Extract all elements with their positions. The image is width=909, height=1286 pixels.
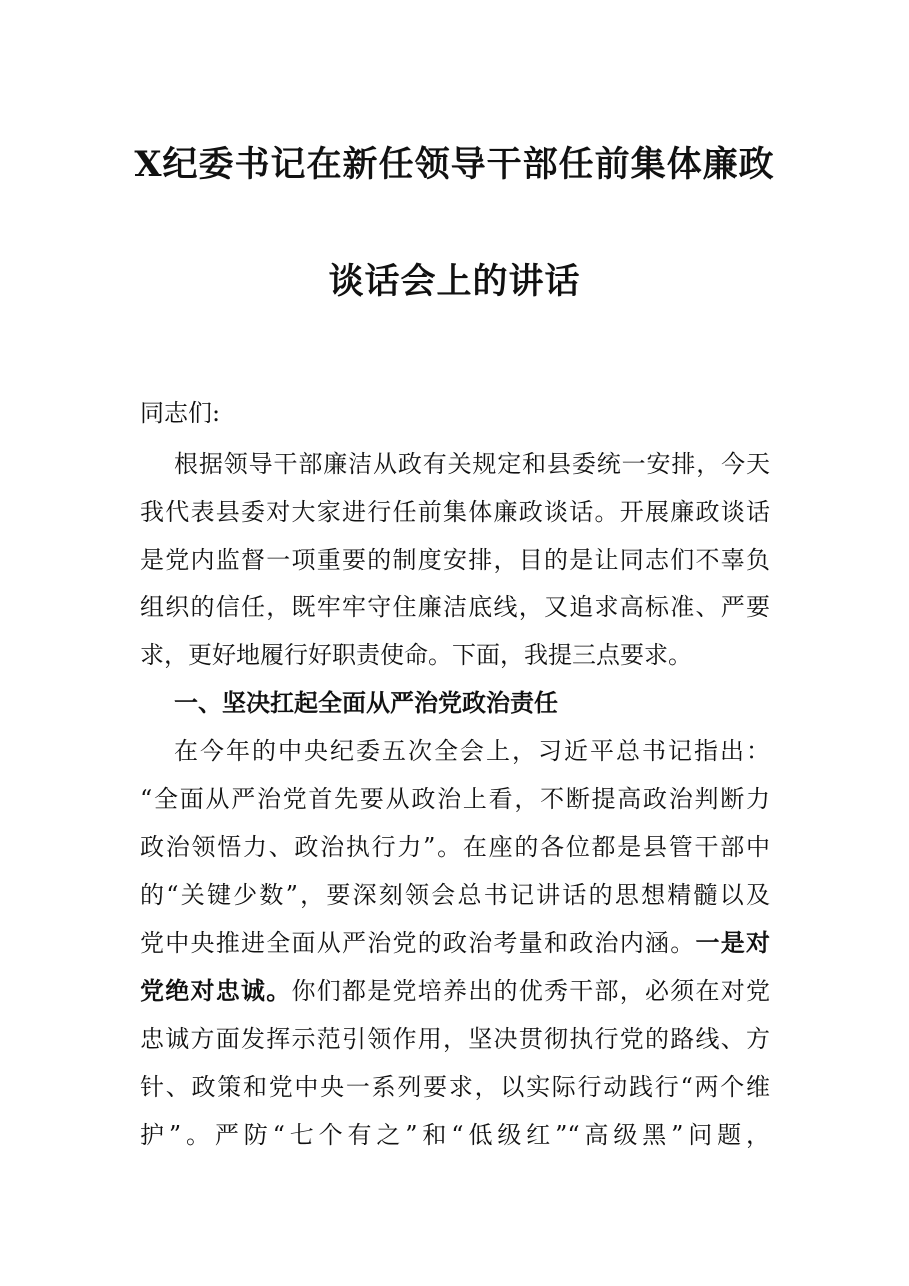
paragraph-line: 是党内监督一项重要的制度安排，目的是让同志们不辜负 bbox=[140, 546, 770, 574]
paragraph-line: 政治领悟力、政治执行力”。在座的各位都是县管干部中 bbox=[140, 833, 770, 861]
emphasis-text: 一是对 bbox=[695, 928, 770, 957]
document-title-line-1: X纪委书记在新任领导干部任前集体廉政 bbox=[134, 144, 775, 185]
paragraph-line: 忠诚方面发挥示范引领作用，坚决贯彻执行党的路线、方 bbox=[140, 1025, 770, 1053]
emphasis-text: 党绝对忠诚。 bbox=[140, 976, 292, 1005]
paragraph-line: 组织的信任，既牢牢守住廉洁底线，又追求高标准、严要 bbox=[140, 593, 770, 621]
section-heading-1: 一、坚决扛起全面从严治党政治责任 bbox=[174, 688, 558, 717]
paragraph-line bbox=[140, 928, 770, 958]
paragraph-text: 党中央推进全面从严治党的政治考量和政治内涵。 bbox=[140, 929, 696, 957]
paragraph-line: 根据领导干部廉洁从政有关规定和县委统一安排，今天 bbox=[174, 450, 770, 478]
paragraph-line: 护”。严防“七个有之”和“低级红”“高级黑”问题， bbox=[140, 1121, 770, 1149]
paragraph-line bbox=[140, 976, 770, 1006]
paragraph-line: 的“关键少数”，要深刻领会总书记讲话的思想精髓以及 bbox=[140, 881, 770, 909]
paragraph-line: 求，更好地履行好职责使命。下面，我提三点要求。 bbox=[140, 641, 692, 669]
salutation: 同志们: bbox=[140, 399, 221, 427]
paragraph-line: 针、政策和党中央一系列要求，以实际行动践行“两个维 bbox=[140, 1073, 770, 1101]
paragraph-line: 在今年的中央纪委五次全会上，习近平总书记指出： bbox=[174, 737, 770, 765]
paragraph-line: “全面从严治党首先要从政治上看，不断提高政治判断力 bbox=[140, 785, 770, 813]
paragraph-text: 你们都是党培养出的优秀干部，必须在对党 bbox=[291, 977, 770, 1005]
paragraph-line: 我代表县委对大家进行任前集体廉政谈话。开展廉政谈话 bbox=[140, 498, 770, 526]
document-title-line-2: 谈话会上的讲话 bbox=[328, 261, 581, 302]
